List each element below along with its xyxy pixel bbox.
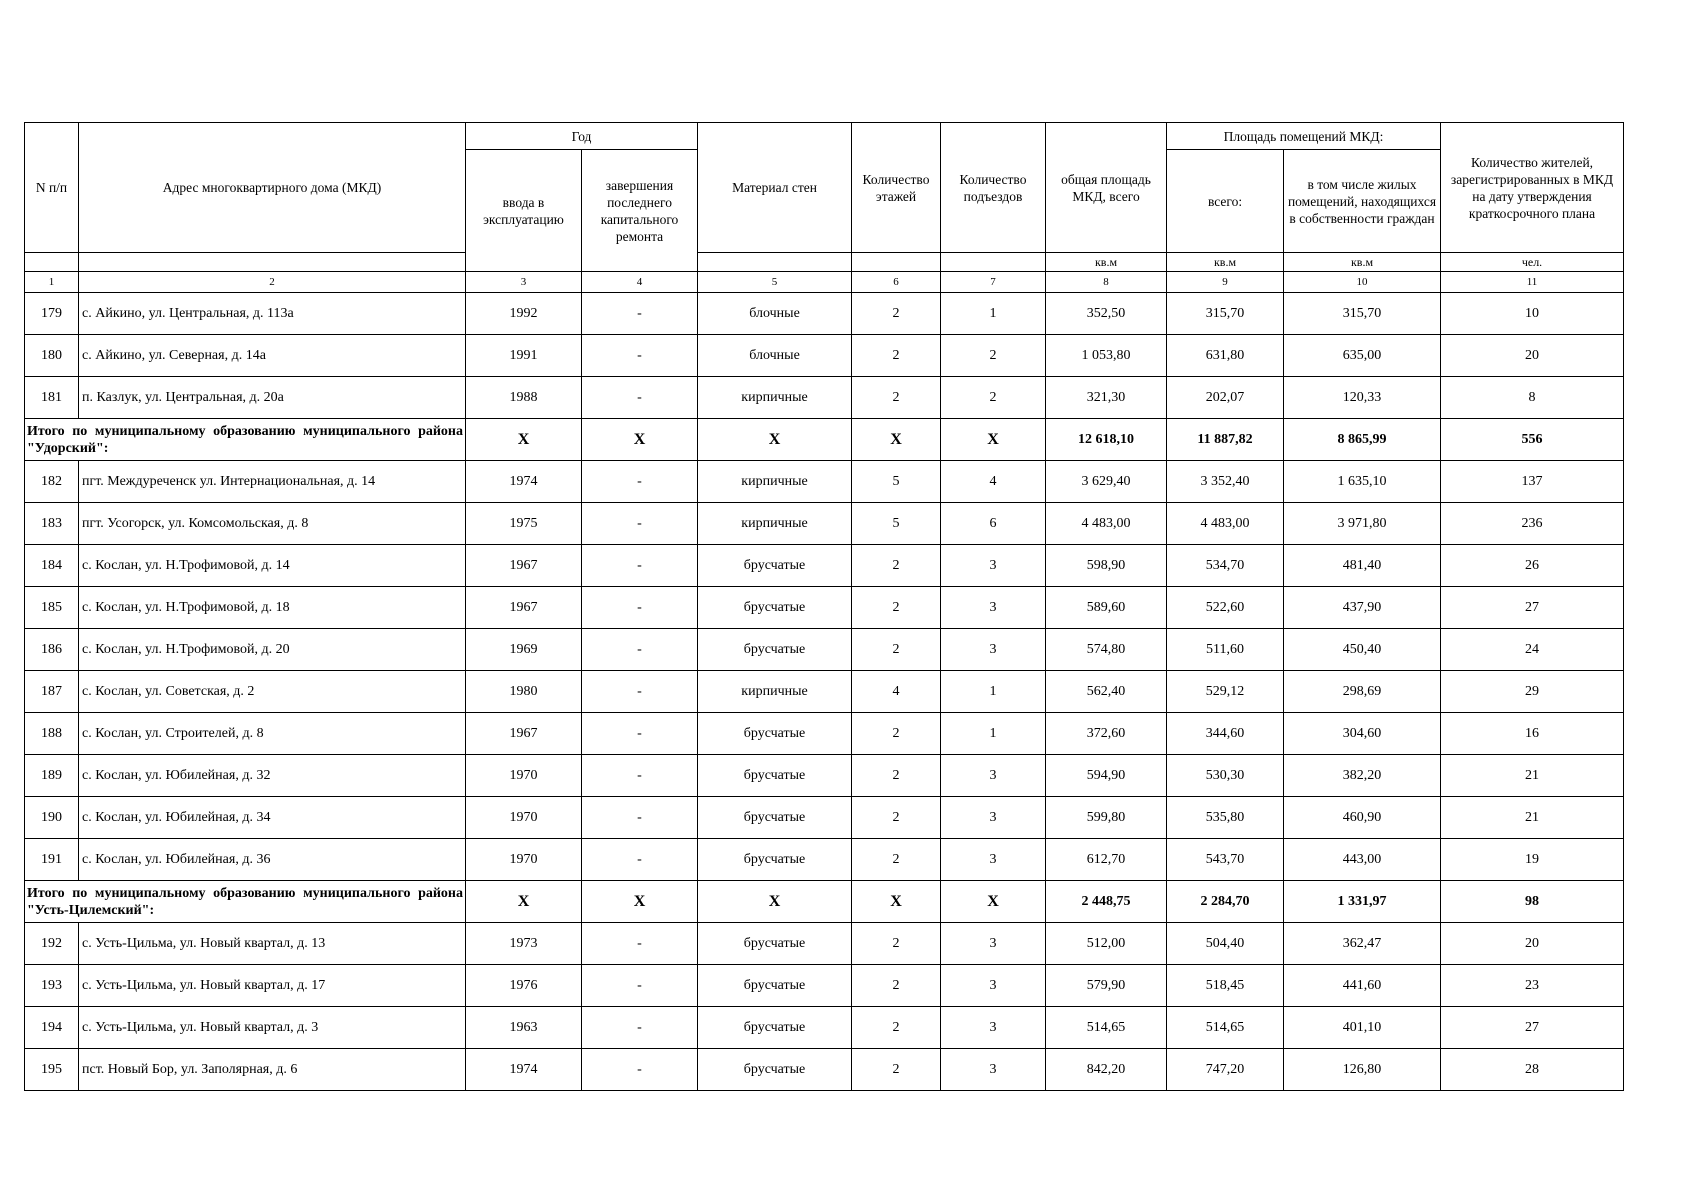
cell-total-area: 589,60 <box>1046 587 1167 629</box>
cell-address: с. Кослан, ул. Строителей, д. 8 <box>79 713 466 755</box>
cell-year-commission: 1967 <box>466 545 582 587</box>
cell-floors: 2 <box>852 377 941 419</box>
column-number: 7 <box>941 272 1046 293</box>
cell-premises-residential: 3 971,80 <box>1284 503 1441 545</box>
cell-year-repair: - <box>582 923 698 965</box>
column-number: 11 <box>1441 272 1624 293</box>
cell-residents: 236 <box>1441 503 1624 545</box>
cell-address: пст. Новый Бор, ул. Заполярная, д. 6 <box>79 1049 466 1091</box>
cell-total-area: 562,40 <box>1046 671 1167 713</box>
housing-table <box>24 122 1624 1091</box>
header-year-commission: ввода в эксплуатацию <box>466 150 582 272</box>
header-num: N п/п <box>25 123 79 253</box>
cell-address: пгт. Междуреченск ул. Интернациональная, д. 14 <box>79 461 466 503</box>
cell-residents: 23 <box>1441 965 1624 1007</box>
cell-premises-residential: 1 635,10 <box>1284 461 1441 503</box>
cell-year-repair: - <box>582 1007 698 1049</box>
total-residents: 98 <box>1441 881 1624 923</box>
cell-address: с. Кослан, ул. Н.Трофимовой, д. 14 <box>79 545 466 587</box>
unit-premises-total: кв.м <box>1167 253 1284 272</box>
cell-premises-total: 315,70 <box>1167 293 1284 335</box>
cell-row-num: 186 <box>25 629 79 671</box>
table-row <box>25 629 1624 671</box>
column-number: 5 <box>698 272 852 293</box>
header-total-area: общая площадь МКД, всего <box>1046 123 1167 253</box>
total-label: Итого по муниципальному образованию муниципального района "Усть-Цилемский": <box>25 881 466 923</box>
cell-wall-material: брусчатые <box>698 1007 852 1049</box>
cell-total-area: 598,90 <box>1046 545 1167 587</box>
cell-entrances: 3 <box>941 545 1046 587</box>
cell-year-repair: - <box>582 797 698 839</box>
cell-year-commission: 1970 <box>466 839 582 881</box>
cell-entrances: 3 <box>941 1049 1046 1091</box>
cell-residents: 27 <box>1441 1007 1624 1049</box>
cell-wall-material: кирпичные <box>698 671 852 713</box>
column-number: 2 <box>79 272 466 293</box>
total-premises-total: 11 887,82 <box>1167 419 1284 461</box>
unit-total-area: кв.м <box>1046 253 1167 272</box>
cell-total-area: 574,80 <box>1046 629 1167 671</box>
cell-total-area: 599,80 <box>1046 797 1167 839</box>
cell-floors: 5 <box>852 461 941 503</box>
cell-row-num: 190 <box>25 797 79 839</box>
total-row <box>25 881 1624 923</box>
cell-premises-residential: 382,20 <box>1284 755 1441 797</box>
cell-row-num: 181 <box>25 377 79 419</box>
cell-residents: 20 <box>1441 923 1624 965</box>
cell-residents: 10 <box>1441 293 1624 335</box>
cell-total-area: 352,50 <box>1046 293 1167 335</box>
table-row <box>25 1049 1624 1091</box>
column-number: 4 <box>582 272 698 293</box>
table-row <box>25 923 1624 965</box>
total-wall-material: X <box>698 881 852 923</box>
cell-wall-material: кирпичные <box>698 503 852 545</box>
cell-row-num: 192 <box>25 923 79 965</box>
total-row <box>25 419 1624 461</box>
unit-blank-6 <box>852 253 941 272</box>
cell-total-area: 512,00 <box>1046 923 1167 965</box>
cell-address: с. Кослан, ул. Советская, д. 2 <box>79 671 466 713</box>
cell-residents: 19 <box>1441 839 1624 881</box>
cell-row-num: 195 <box>25 1049 79 1091</box>
cell-premises-total: 344,60 <box>1167 713 1284 755</box>
cell-year-commission: 1967 <box>466 587 582 629</box>
cell-row-num: 194 <box>25 1007 79 1049</box>
cell-total-area: 372,60 <box>1046 713 1167 755</box>
unit-blank-7 <box>941 253 1046 272</box>
cell-year-commission: 1970 <box>466 797 582 839</box>
header-premises-total: всего: <box>1167 150 1284 253</box>
cell-premises-total: 518,45 <box>1167 965 1284 1007</box>
column-number: 6 <box>852 272 941 293</box>
cell-premises-total: 522,60 <box>1167 587 1284 629</box>
cell-entrances: 3 <box>941 923 1046 965</box>
cell-year-repair: - <box>582 629 698 671</box>
cell-address: с. Кослан, ул. Н.Трофимовой, д. 20 <box>79 629 466 671</box>
cell-floors: 2 <box>852 1049 941 1091</box>
cell-total-area: 579,90 <box>1046 965 1167 1007</box>
cell-year-commission: 1975 <box>466 503 582 545</box>
cell-wall-material: блочные <box>698 293 852 335</box>
cell-year-repair: - <box>582 503 698 545</box>
total-total-area: 2 448,75 <box>1046 881 1167 923</box>
cell-entrances: 3 <box>941 839 1046 881</box>
cell-address: с. Усть-Цильма, ул. Новый квартал, д. 17 <box>79 965 466 1007</box>
cell-year-repair: - <box>582 965 698 1007</box>
column-number: 9 <box>1167 272 1284 293</box>
cell-row-num: 183 <box>25 503 79 545</box>
table-row <box>25 461 1624 503</box>
cell-floors: 5 <box>852 503 941 545</box>
table-row <box>25 797 1624 839</box>
cell-floors: 2 <box>852 839 941 881</box>
cell-floors: 2 <box>852 923 941 965</box>
cell-year-commission: 1967 <box>466 713 582 755</box>
total-floors: X <box>852 881 941 923</box>
cell-premises-total: 4 483,00 <box>1167 503 1284 545</box>
cell-premises-total: 530,30 <box>1167 755 1284 797</box>
table-row <box>25 293 1624 335</box>
unit-premises-residential: кв.м <box>1284 253 1441 272</box>
cell-residents: 20 <box>1441 335 1624 377</box>
cell-residents: 21 <box>1441 755 1624 797</box>
cell-residents: 27 <box>1441 587 1624 629</box>
table-row <box>25 377 1624 419</box>
cell-year-commission: 1991 <box>466 335 582 377</box>
cell-wall-material: брусчатые <box>698 629 852 671</box>
cell-row-num: 180 <box>25 335 79 377</box>
cell-premises-total: 504,40 <box>1167 923 1284 965</box>
cell-premises-residential: 460,90 <box>1284 797 1441 839</box>
cell-floors: 2 <box>852 293 941 335</box>
total-entrances: X <box>941 881 1046 923</box>
cell-entrances: 1 <box>941 713 1046 755</box>
table-row <box>25 1007 1624 1049</box>
header-wall-material: Материал стен <box>698 123 852 253</box>
cell-address: с. Кослан, ул. Юбилейная, д. 36 <box>79 839 466 881</box>
total-year-commission: X <box>466 881 582 923</box>
cell-address: п. Казлук, ул. Центральная, д. 20а <box>79 377 466 419</box>
cell-entrances: 3 <box>941 965 1046 1007</box>
cell-row-num: 193 <box>25 965 79 1007</box>
cell-total-area: 842,20 <box>1046 1049 1167 1091</box>
cell-residents: 21 <box>1441 797 1624 839</box>
cell-floors: 2 <box>852 713 941 755</box>
column-number: 1 <box>25 272 79 293</box>
cell-wall-material: кирпичные <box>698 461 852 503</box>
cell-address: с. Айкино, ул. Центральная, д. 113а <box>79 293 466 335</box>
cell-premises-total: 514,65 <box>1167 1007 1284 1049</box>
cell-entrances: 6 <box>941 503 1046 545</box>
header-premises-residential: в том числе жилых помещений, находящихся в собственности граждан <box>1284 150 1441 253</box>
cell-premises-total: 543,70 <box>1167 839 1284 881</box>
total-total-area: 12 618,10 <box>1046 419 1167 461</box>
cell-total-area: 594,90 <box>1046 755 1167 797</box>
cell-year-repair: - <box>582 293 698 335</box>
cell-year-commission: 1973 <box>466 923 582 965</box>
header-year-repair: завершения последнего капитального ремонта <box>582 150 698 272</box>
cell-entrances: 3 <box>941 629 1046 671</box>
cell-row-num: 189 <box>25 755 79 797</box>
total-residents: 556 <box>1441 419 1624 461</box>
cell-year-commission: 1969 <box>466 629 582 671</box>
cell-premises-residential: 362,47 <box>1284 923 1441 965</box>
table-row <box>25 755 1624 797</box>
total-wall-material: X <box>698 419 852 461</box>
cell-wall-material: брусчатые <box>698 755 852 797</box>
column-number: 3 <box>466 272 582 293</box>
cell-row-num: 191 <box>25 839 79 881</box>
unit-blank-2 <box>79 253 466 272</box>
table-row <box>25 671 1624 713</box>
cell-floors: 2 <box>852 1007 941 1049</box>
cell-year-repair: - <box>582 755 698 797</box>
cell-wall-material: брусчатые <box>698 923 852 965</box>
cell-year-repair: - <box>582 461 698 503</box>
cell-year-commission: 1976 <box>466 965 582 1007</box>
cell-residents: 26 <box>1441 545 1624 587</box>
cell-premises-residential: 126,80 <box>1284 1049 1441 1091</box>
unit-residents: чел. <box>1441 253 1624 272</box>
total-year-repair: X <box>582 419 698 461</box>
cell-year-commission: 1974 <box>466 1049 582 1091</box>
unit-blank-1 <box>25 253 79 272</box>
cell-floors: 2 <box>852 965 941 1007</box>
cell-premises-residential: 298,69 <box>1284 671 1441 713</box>
header-floors: Количество этажей <box>852 123 941 253</box>
cell-year-commission: 1970 <box>466 755 582 797</box>
header-address: Адрес многоквартирного дома (МКД) <box>79 123 466 253</box>
cell-floors: 2 <box>852 545 941 587</box>
cell-premises-total: 534,70 <box>1167 545 1284 587</box>
table-row <box>25 335 1624 377</box>
cell-floors: 2 <box>852 335 941 377</box>
cell-wall-material: кирпичные <box>698 377 852 419</box>
cell-wall-material: брусчатые <box>698 839 852 881</box>
cell-entrances: 2 <box>941 335 1046 377</box>
cell-floors: 2 <box>852 755 941 797</box>
cell-row-num: 179 <box>25 293 79 335</box>
cell-address: с. Айкино, ул. Северная, д. 14а <box>79 335 466 377</box>
cell-premises-total: 535,80 <box>1167 797 1284 839</box>
unit-blank-5 <box>698 253 852 272</box>
cell-premises-total: 511,60 <box>1167 629 1284 671</box>
cell-entrances: 3 <box>941 755 1046 797</box>
total-year-repair: X <box>582 881 698 923</box>
cell-year-repair: - <box>582 377 698 419</box>
total-entrances: X <box>941 419 1046 461</box>
header-premises-area: Площадь помещений МКД: <box>1167 123 1441 150</box>
cell-year-repair: - <box>582 335 698 377</box>
cell-entrances: 3 <box>941 1007 1046 1049</box>
cell-address: с. Кослан, ул. Юбилейная, д. 34 <box>79 797 466 839</box>
cell-total-area: 4 483,00 <box>1046 503 1167 545</box>
cell-premises-total: 3 352,40 <box>1167 461 1284 503</box>
cell-premises-residential: 315,70 <box>1284 293 1441 335</box>
cell-premises-residential: 120,33 <box>1284 377 1441 419</box>
cell-residents: 29 <box>1441 671 1624 713</box>
cell-year-repair: - <box>582 671 698 713</box>
table-row <box>25 503 1624 545</box>
cell-year-commission: 1992 <box>466 293 582 335</box>
header-year: Год <box>466 123 698 150</box>
total-floors: X <box>852 419 941 461</box>
cell-entrances: 3 <box>941 797 1046 839</box>
cell-wall-material: блочные <box>698 335 852 377</box>
cell-wall-material: брусчатые <box>698 1049 852 1091</box>
cell-total-area: 321,30 <box>1046 377 1167 419</box>
total-premises-residential: 1 331,97 <box>1284 881 1441 923</box>
cell-total-area: 612,70 <box>1046 839 1167 881</box>
cell-year-repair: - <box>582 545 698 587</box>
cell-year-commission: 1974 <box>466 461 582 503</box>
table-body <box>25 293 1624 1091</box>
cell-year-repair: - <box>582 587 698 629</box>
cell-entrances: 4 <box>941 461 1046 503</box>
cell-premises-residential: 441,60 <box>1284 965 1441 1007</box>
cell-premises-total: 529,12 <box>1167 671 1284 713</box>
cell-wall-material: брусчатые <box>698 965 852 1007</box>
cell-entrances: 1 <box>941 671 1046 713</box>
cell-total-area: 1 053,80 <box>1046 335 1167 377</box>
cell-entrances: 3 <box>941 587 1046 629</box>
cell-wall-material: брусчатые <box>698 545 852 587</box>
cell-premises-residential: 304,60 <box>1284 713 1441 755</box>
column-number: 8 <box>1046 272 1167 293</box>
table-row <box>25 965 1624 1007</box>
cell-floors: 2 <box>852 797 941 839</box>
cell-wall-material: брусчатые <box>698 713 852 755</box>
cell-residents: 16 <box>1441 713 1624 755</box>
cell-row-num: 187 <box>25 671 79 713</box>
cell-total-area: 514,65 <box>1046 1007 1167 1049</box>
cell-row-num: 184 <box>25 545 79 587</box>
header-entrances: Количество подъездов <box>941 123 1046 253</box>
cell-floors: 2 <box>852 587 941 629</box>
cell-year-repair: - <box>582 1049 698 1091</box>
cell-premises-residential: 481,40 <box>1284 545 1441 587</box>
header-residents: Количество жителей, зарегистрированных в МКД на дату утверждения краткосрочного плана <box>1441 123 1624 253</box>
cell-premises-total: 202,07 <box>1167 377 1284 419</box>
cell-premises-residential: 450,40 <box>1284 629 1441 671</box>
column-number-row <box>25 272 1624 293</box>
cell-address: с. Усть-Цильма, ул. Новый квартал, д. 3 <box>79 1007 466 1049</box>
cell-floors: 2 <box>852 629 941 671</box>
table-row <box>25 839 1624 881</box>
cell-total-area: 3 629,40 <box>1046 461 1167 503</box>
table-row <box>25 545 1624 587</box>
table-header <box>25 123 1624 293</box>
table-row <box>25 587 1624 629</box>
cell-year-commission: 1963 <box>466 1007 582 1049</box>
cell-residents: 137 <box>1441 461 1624 503</box>
cell-wall-material: брусчатые <box>698 797 852 839</box>
total-premises-total: 2 284,70 <box>1167 881 1284 923</box>
total-year-commission: X <box>466 419 582 461</box>
cell-row-num: 185 <box>25 587 79 629</box>
cell-row-num: 188 <box>25 713 79 755</box>
cell-address: с. Кослан, ул. Юбилейная, д. 32 <box>79 755 466 797</box>
cell-year-commission: 1980 <box>466 671 582 713</box>
cell-year-commission: 1988 <box>466 377 582 419</box>
total-label: Итого по муниципальному образованию муниципального района "Удорский": <box>25 419 466 461</box>
cell-address: с. Усть-Цильма, ул. Новый квартал, д. 13 <box>79 923 466 965</box>
cell-premises-residential: 443,00 <box>1284 839 1441 881</box>
cell-premises-residential: 401,10 <box>1284 1007 1441 1049</box>
cell-premises-residential: 437,90 <box>1284 587 1441 629</box>
cell-premises-total: 631,80 <box>1167 335 1284 377</box>
cell-premises-residential: 635,00 <box>1284 335 1441 377</box>
cell-premises-total: 747,20 <box>1167 1049 1284 1091</box>
cell-wall-material: брусчатые <box>698 587 852 629</box>
table-row <box>25 713 1624 755</box>
cell-floors: 4 <box>852 671 941 713</box>
cell-entrances: 2 <box>941 377 1046 419</box>
cell-row-num: 182 <box>25 461 79 503</box>
cell-address: с. Кослан, ул. Н.Трофимовой, д. 18 <box>79 587 466 629</box>
cell-residents: 8 <box>1441 377 1624 419</box>
housing-table-sheet <box>24 122 1623 1091</box>
cell-year-repair: - <box>582 713 698 755</box>
cell-entrances: 1 <box>941 293 1046 335</box>
cell-year-repair: - <box>582 839 698 881</box>
cell-residents: 28 <box>1441 1049 1624 1091</box>
total-premises-residential: 8 865,99 <box>1284 419 1441 461</box>
cell-address: пгт. Усогорск, ул. Комсомольская, д. 8 <box>79 503 466 545</box>
cell-residents: 24 <box>1441 629 1624 671</box>
column-number: 10 <box>1284 272 1441 293</box>
